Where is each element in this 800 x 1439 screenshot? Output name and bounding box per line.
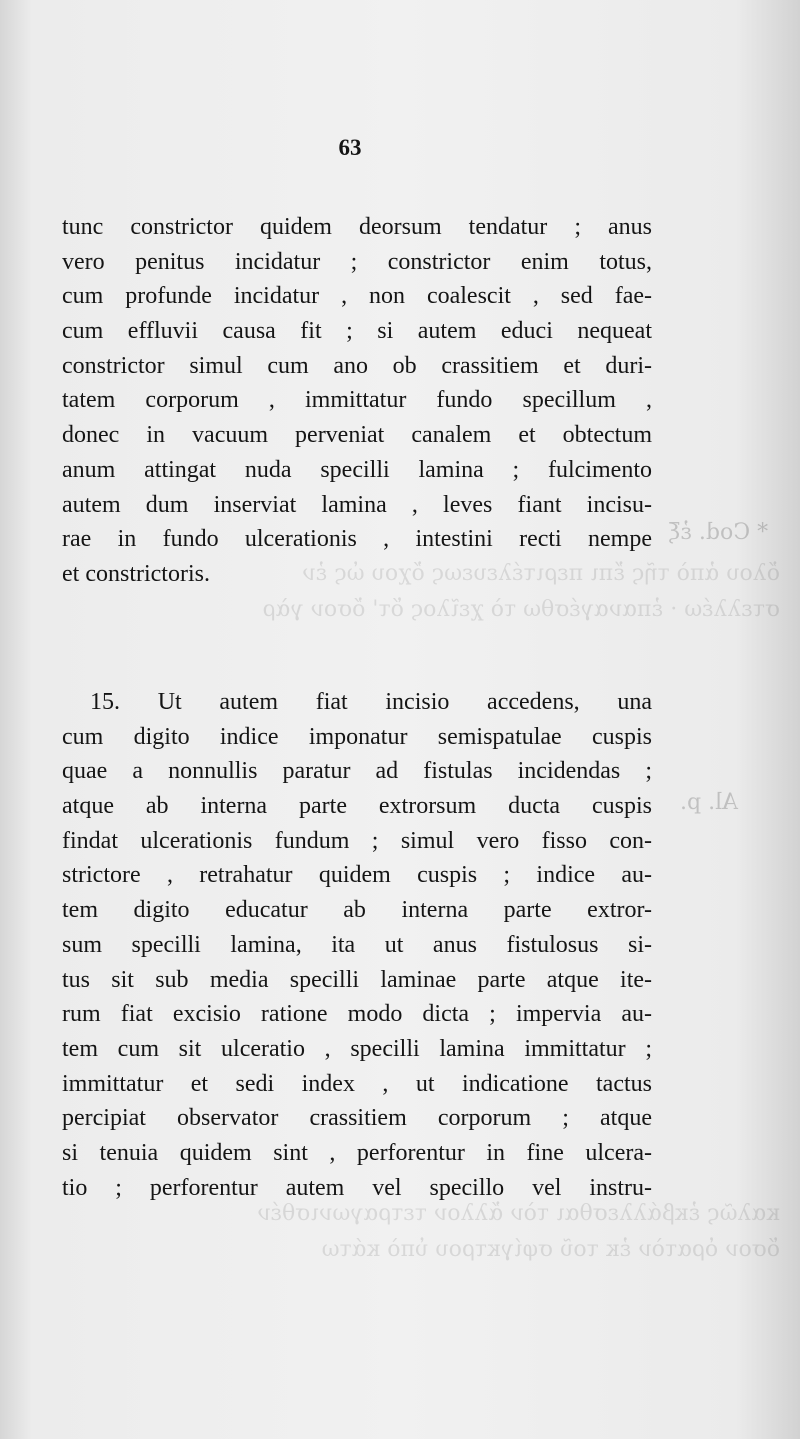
text-line: et constrictoris. [62, 560, 210, 587]
text-line: cum profunde incidatur , non coalescit , sed fae- [62, 283, 652, 310]
text-line: tem cum sit ulceratio , specilli lamina immittatur ; [62, 1035, 652, 1062]
text-line: 15. Ut autem fiat incisio accedens, una [90, 689, 652, 715]
text-line: vero penitus incidatur ; constrictor enim totus, [62, 248, 652, 275]
text-line: constrictor simul cum ano ob crassitiem et duri- [62, 352, 652, 379]
text-line: rum fiat excisio ratione modo dicta ; impervia au- [62, 1001, 652, 1028]
text-line: si tenuia quidem sint , perforentur in fine ulcera- [62, 1139, 652, 1166]
text-line: strictore , retrahatur quidem cuspis ; indice au- [62, 862, 652, 889]
bleed-through-text-upper: ὄλου ἀπὸ τῆς ἔπι περιτέλευεως ὄχου ὡς ἐν στελλέω · ἐπαναγέσθω τὸ χεῖλος ὅτ' ὄσον γὰρ [262, 561, 780, 622]
text-line: quae a nonnullis paratur ad fistulas incidendas ; [62, 758, 652, 785]
text-line: tus sit sub media specilli laminae parte atque ite- [62, 966, 652, 993]
text-line: sum specilli lamina, ita ut anus fistulosus si- [62, 931, 652, 958]
bleed-through-margin-note: * Cod. ἐξ [668, 520, 769, 545]
text-line: tatem corporum , immittatur fundo specillum , [62, 387, 652, 414]
text-line: cum effluvii causa fit ; si autem educi nequeat [62, 318, 652, 345]
text-line: tio ; perforentur autem vel specillo vel instru- [62, 1174, 652, 1201]
page-number: 63 [338, 135, 362, 160]
text-line: atque ab interna parte extrorsum ducta cuspis [62, 793, 652, 820]
text-line: anum attingat nuda specilli lamina ; fulcimento [62, 456, 652, 483]
paragraph-15 [62, 685, 652, 1205]
text-line: percipiat observator crassitiem corporum ; atque [62, 1105, 652, 1132]
text-line: autem dum inserviat lamina , leves fiant incisu- [62, 491, 652, 518]
paragraph [62, 210, 652, 592]
text-line: tem digito educatur ab interna parte extror- [62, 897, 652, 924]
text-line: tunc constrictor quidem deorsum tendatur ; anus [62, 214, 652, 240]
text-line: immittatur et sedi index , ut indicatione tactus [62, 1070, 652, 1097]
text-line: donec in vacuum perveniat canalem et obtectum [62, 422, 652, 449]
text-line: rae in fundo ulcerationis , intestini recti nempe [62, 526, 652, 553]
bleed-through-margin-note: Al. p. [680, 790, 738, 815]
text-line: findat ulcerationis fundum ; simul vero fisso con- [62, 827, 652, 854]
bleed-through-text-lower: καλῶς ἐκβάλλεσθαι τὸν ἄλλον τετραγωνισθέν ὅσον ὁρατὸν ἐκ τοῦ σφίγκτρου ὑπὸ κάτω [257, 1201, 780, 1262]
text-line: cum digito indice imponatur semispatulae cuspis [62, 723, 652, 750]
